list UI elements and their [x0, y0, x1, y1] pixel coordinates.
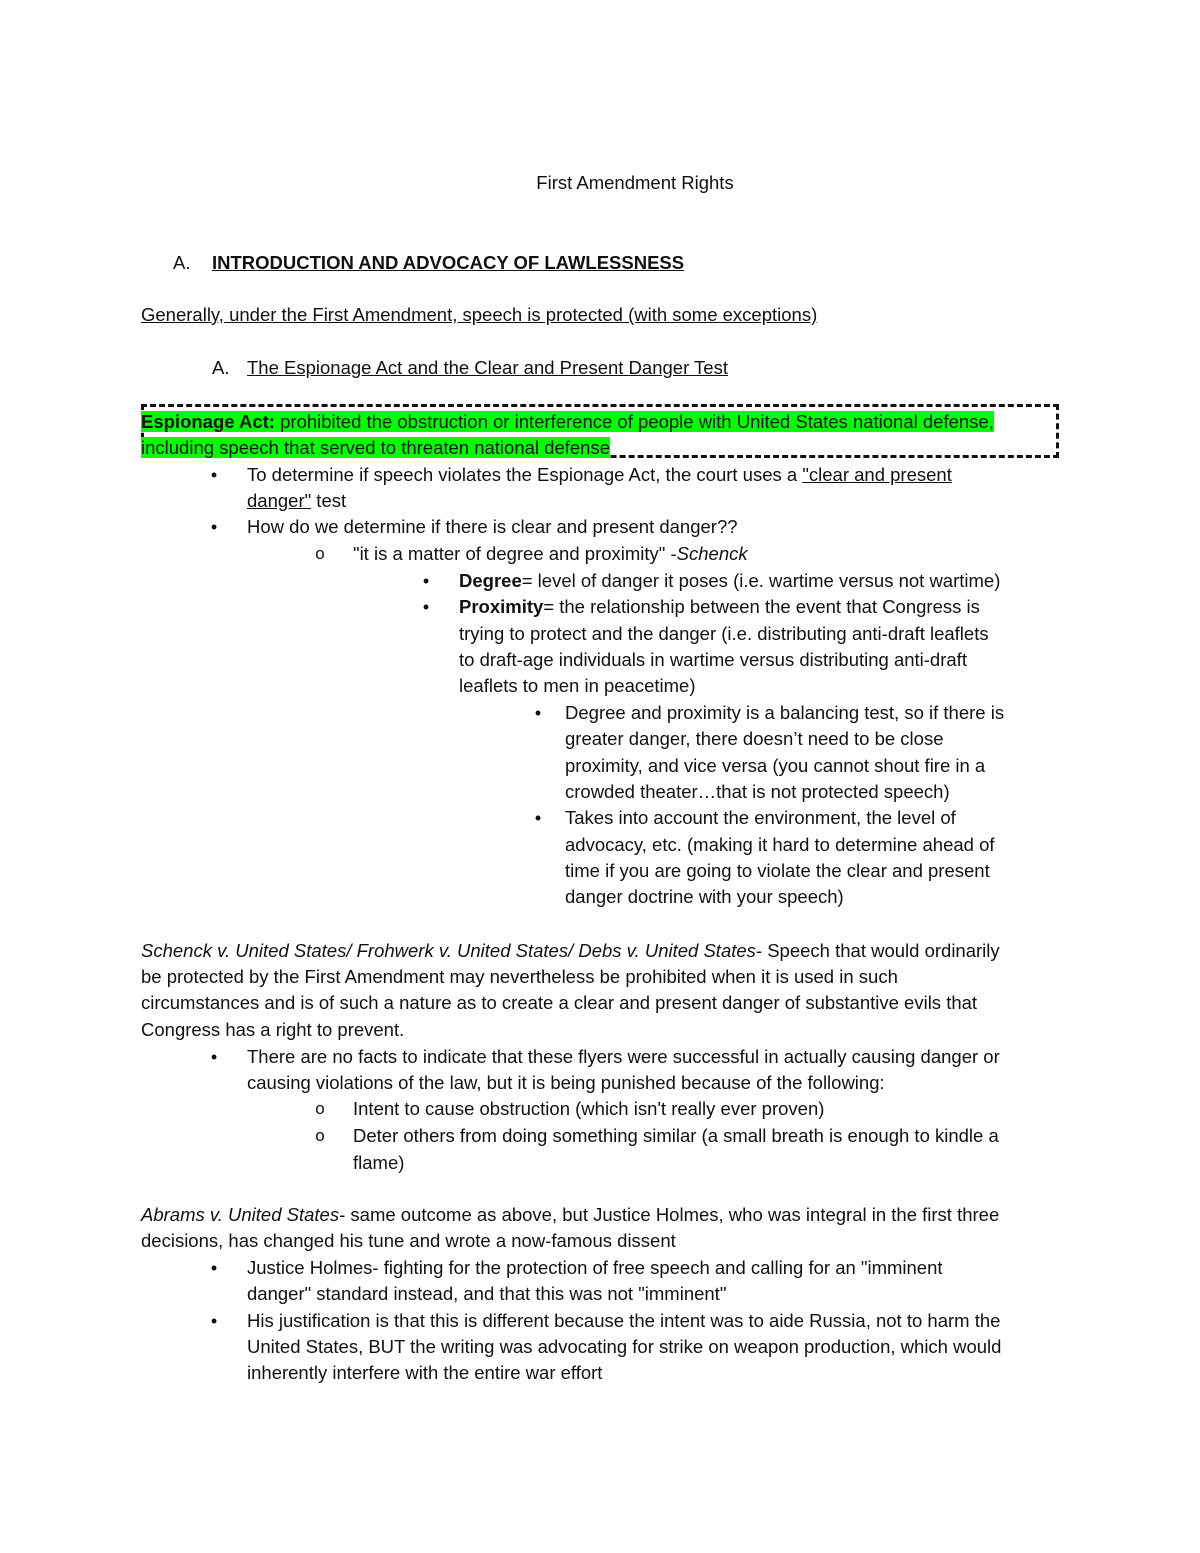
bullet-underlined: danger" — [247, 490, 312, 511]
bullet-marker: • — [534, 808, 542, 828]
schenck-line-3: circumstances and is of such a nature as to create a clear and present danger of substantive evils that — [141, 992, 978, 1013]
deter-item-2: flame) — [353, 1152, 405, 1173]
bullet-marker: • — [210, 517, 218, 537]
espionage-text-1: prohibited the obstruction or interference of people with United States national defense, — [274, 411, 994, 432]
bullet-text: To determine if speech violates the Espionage Act, the court uses a — [247, 464, 803, 485]
bullet-marker: • — [534, 703, 542, 723]
espionage-term: Espionage Act: — [141, 411, 275, 432]
bullet-marker: • — [210, 465, 218, 485]
schenck-bullet-1: There are no facts to indicate that these flyers were successful in actually causing danger or — [247, 1046, 1000, 1067]
justification-1: His justification is that this is different because the intent was to aide Russia, not to harm the — [247, 1310, 1001, 1331]
bullet-how-determine: How do we determine if there is clear and present danger?? — [247, 516, 738, 537]
environment-1: Takes into account the environment, the level of — [565, 807, 956, 828]
case-name: Schenck v. United States — [141, 940, 347, 961]
proximity-text: = the relationship between the event that Congress is — [543, 596, 980, 617]
abrams-text: - same outcome as above, but Justice Holmes, who was integral in the first three — [339, 1204, 1000, 1225]
bullet-marker: • — [210, 1047, 218, 1067]
intro-text: Generally, under the First Amendment, speech is protected (with some exceptions) — [141, 304, 818, 325]
deter-item-1: Deter others from doing something similar (a small breath is enough to kindle a — [353, 1125, 999, 1146]
schenck-line-2: be protected by the First Amendment may nevertheless be prohibited when it is used in such — [141, 966, 898, 987]
justification-3: inherently interfere with the entire war effort — [247, 1362, 603, 1383]
espionage-line-2 — [141, 435, 610, 461]
espionage-text-2: including speech that served to threaten national defense — [141, 437, 610, 458]
case-separator: / — [346, 940, 357, 961]
holmes-bullet-1: Justice Holmes- fighting for the protection of free speech and calling for an "imminent — [247, 1257, 943, 1278]
bullet-marker: • — [210, 1311, 218, 1331]
subsection-heading: The Espionage Act and the Clear and Present Danger Test — [247, 357, 728, 378]
holmes-bullet-2: danger" standard instead, and that this was not "imminent" — [247, 1283, 727, 1304]
degree-term: Degree — [459, 570, 522, 591]
schenck-line-1 — [141, 938, 1000, 964]
circle-marker: o — [315, 1126, 325, 1145]
circle-marker: o — [315, 1099, 325, 1118]
environment-4: danger doctrine with your speech) — [565, 886, 844, 907]
bullet-clear-present-2 — [247, 488, 346, 514]
bullet-clear-present-1 — [247, 462, 952, 488]
abrams-line-2: decisions, has changed his tune and wrote a now-famous dissent — [141, 1230, 676, 1251]
schenck-text: - Speech that would ordinarily — [755, 940, 1000, 961]
case-name: Frohwerk v. United States — [356, 940, 569, 961]
proximity-item-2: trying to protect and the danger (i.e. distributing anti-draft leaflets — [459, 623, 989, 644]
quote-schenck — [353, 541, 748, 567]
intent-item: Intent to cause obstruction (which isn't really ever proven) — [353, 1098, 825, 1119]
subsection-letter: A. — [212, 357, 230, 378]
quote-case: Schenck — [676, 543, 748, 564]
justification-2: United States, BUT the writing was advocating for strike on weapon production, which would — [247, 1336, 1002, 1357]
bullet-text: test — [311, 490, 347, 511]
quote-text: "it is a matter of degree and proximity" - — [353, 543, 677, 564]
case-name: Debs v. United States — [578, 940, 756, 961]
proximity-item-1 — [459, 594, 980, 620]
balancing-1: Degree and proximity is a balancing test, so if there is — [565, 702, 1005, 723]
bullet-marker: • — [422, 597, 430, 617]
proximity-item-3: to draft-age individuals in wartime versus distributing anti-draft — [459, 649, 967, 670]
balancing-4: crowded theater…that is not protected speech) — [565, 781, 950, 802]
case-name: Abrams v. United States — [141, 1204, 340, 1225]
case-separator: / — [568, 940, 579, 961]
proximity-item-4: leaflets to men in peacetime) — [459, 675, 696, 696]
degree-item — [459, 568, 1000, 594]
schenck-bullet-2: causing violations of the law, but it is being punished because of the following: — [247, 1072, 885, 1093]
balancing-2: greater danger, there doesn’t need to be close — [565, 728, 944, 749]
balancing-3: proximity, and vice versa (you cannot shout fire in a — [565, 755, 986, 776]
section-heading: INTRODUCTION AND ADVOCACY OF LAWLESSNESS — [212, 252, 685, 273]
bullet-marker: • — [210, 1258, 218, 1278]
degree-text: = level of danger it poses (i.e. wartime versus not wartime) — [521, 570, 1001, 591]
circle-marker: o — [315, 544, 325, 563]
environment-3: time if you are going to violate the clear and present — [565, 860, 990, 881]
section-letter: A. — [173, 252, 191, 273]
proximity-term: Proximity — [459, 596, 544, 617]
bullet-marker: • — [422, 571, 430, 591]
espionage-line-1 — [141, 409, 994, 435]
document-title: First Amendment Rights — [536, 172, 734, 193]
environment-2: advocacy, etc. (making it hard to determine ahead of — [565, 834, 995, 855]
abrams-line-1 — [141, 1202, 999, 1228]
bullet-underlined: "clear and present — [802, 464, 952, 485]
schenck-line-4: Congress has a right to prevent. — [141, 1019, 405, 1040]
